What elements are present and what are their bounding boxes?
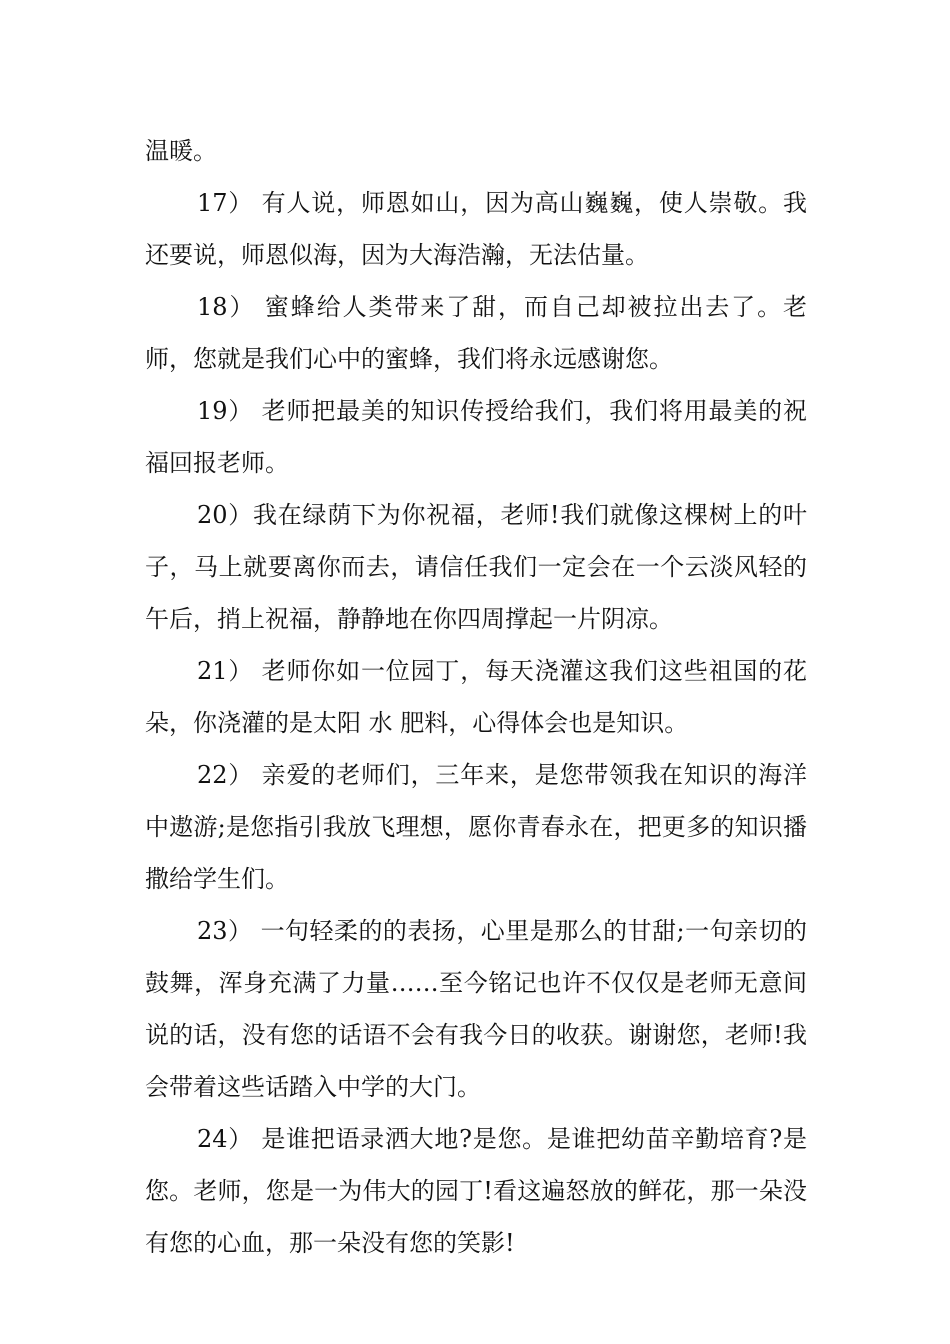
paragraph-20: 20）我在绿荫下为你祝福，老师!我们就像这棵树上的叶子，马上就要离你而去，请信任我们一定会在一个云淡风轻的午后，捎上祝福，静静地在你四周撑起一片阴凉。 [145, 501, 807, 633]
paragraph-continuation: 温暖。 [145, 137, 217, 165]
paragraph-24: 24） 是谁把语录洒大地?是您。是谁把幼苗辛勤培育?是您。老师，您是一为伟大的园丁!看这遍怒放的鲜花，那一朵没有您的心血，那一朵没有您的笑影! [145, 1125, 807, 1257]
paragraph-19: 19） 老师把最美的知识传授给我们，我们将用最美的祝福回报老师。 [145, 397, 807, 477]
paragraph-21: 21） 老师你如一位园丁，每天浇灌这我们这些祖国的花朵，你浇灌的是太阳 水 肥料，心得体会也是知识。 [145, 657, 807, 737]
paragraph-18: 18） 蜜蜂给人类带来了甜，而自己却被拉出去了。老师，您就是我们心中的蜜蜂，我们将永远感谢您。 [145, 293, 807, 373]
paragraph-17: 17） 有人说，师恩如山，因为高山巍巍，使人崇敬。我还要说，师恩似海，因为大海浩瀚，无法估量。 [145, 189, 807, 269]
document-body [145, 125, 807, 1269]
paragraph-22: 22） 亲爱的老师们，三年来，是您带领我在知识的海洋中遨游;是您指引我放飞理想，愿你青春永在，把更多的知识播撒给学生们。 [145, 761, 807, 893]
paragraph-23: 23） 一句轻柔的的表扬，心里是那么的甘甜;一句亲切的鼓舞，浑身充满了力量……至今铭记也许不仅仅是老师无意间说的话，没有您的话语不会有我今日的收获。谢谢您，老师!我会带着这些话踏入中学的大门。 [145, 917, 807, 1101]
